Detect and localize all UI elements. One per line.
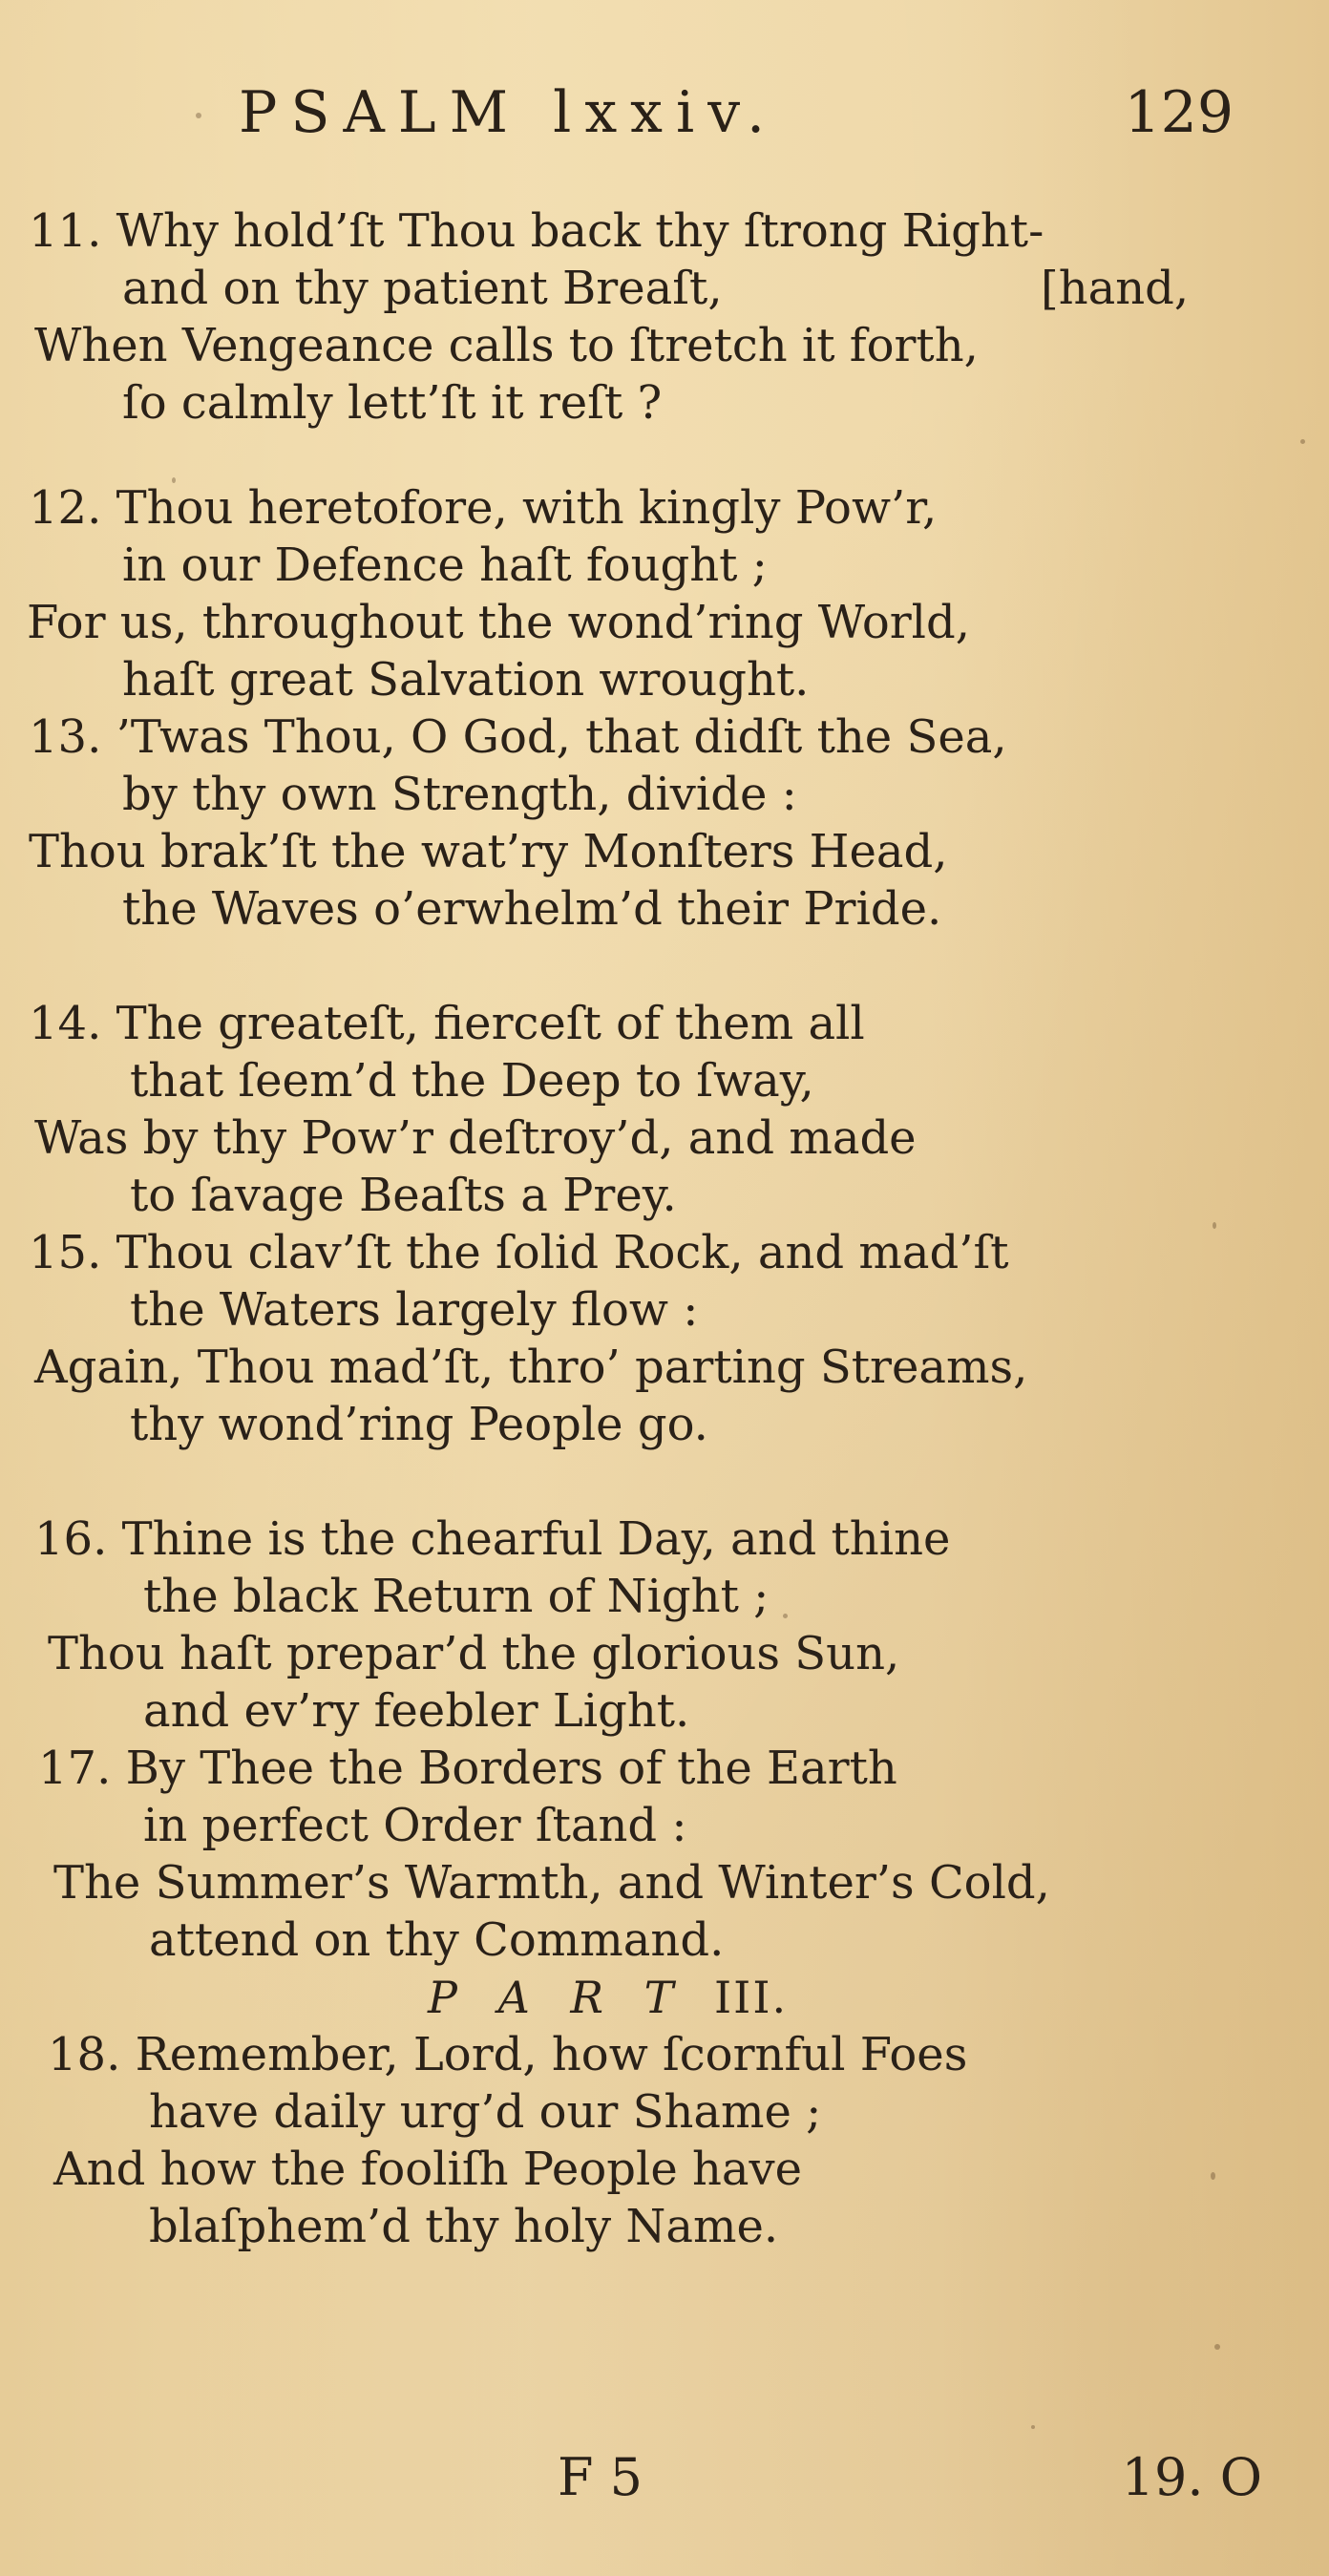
verse-18-line-2: have daily urg’d our Shame ; <box>149 2085 822 2139</box>
verse-text: Thou clav’ſt the ſolid Rock, and mad’ſt <box>116 1226 1009 1279</box>
verse-14-line-4: to ſavage Beaſts a Prey. <box>130 1169 677 1222</box>
verse-number: 16. <box>34 1512 108 1566</box>
verse-16-line-4: and ev’ry feebler Light. <box>143 1684 690 1738</box>
verse-11-line-3: When Vengeance calls to ſtretch it forth, <box>34 319 979 372</box>
page-footer <box>0 2444 1329 2521</box>
verse-text: ’Twas Thou, O God, that didſt the Sea, <box>116 710 1007 764</box>
verse-18-line-4: blaſphem’d thy holy Name. <box>149 2200 779 2253</box>
verse-15-line-1 <box>29 1224 1009 1281</box>
paper-speck <box>1213 1222 1216 1229</box>
verse-13-line-4: the Waves o’erwhelm’d their Pride. <box>122 882 942 936</box>
running-title: PSALM lxxiv. <box>239 79 779 146</box>
verse-14-line-1 <box>29 995 865 1052</box>
verse-11-line-4: ſo calmly lett’ſt it reſt ? <box>122 376 663 430</box>
verse-18-line-3: And how the fooliſh People have <box>53 2143 803 2196</box>
verse-17-line-2: in perfect Order ſtand : <box>143 1799 687 1852</box>
signature-mark: F 5 <box>558 2447 643 2507</box>
verse-number: 11. <box>29 204 102 258</box>
verse-17-line-1 <box>38 1740 897 1797</box>
verse-number: 14. <box>29 997 102 1050</box>
verse-11-turnover: [hand, <box>1041 262 1190 315</box>
part-heading-label: P A R T <box>428 1972 687 2023</box>
verse-16-line-1 <box>34 1510 950 1568</box>
paper-speck <box>783 1614 788 1618</box>
verse-14-line-2: that ſeem’d the Deep to ſway, <box>130 1054 814 1108</box>
verse-15-line-4: thy wond’ring People go. <box>130 1398 708 1451</box>
verse-number: 15. <box>29 1226 102 1279</box>
verse-13-line-3: Thou brak’ſt the wat’ry Monſters Head, <box>29 825 948 878</box>
paper-speck <box>196 113 201 118</box>
verse-text: The greateſt, fierceſt of them all <box>116 997 865 1050</box>
part-heading <box>428 1969 788 2026</box>
verse-15-line-2: the Waters largely flow : <box>130 1283 699 1337</box>
verse-13-line-1 <box>29 708 1007 766</box>
verse-12-line-1 <box>29 479 937 537</box>
verse-17-line-4: attend on thy Command. <box>149 1913 725 1967</box>
verse-17-line-3: The Summer’s Warmth, and Winter’s Cold, <box>53 1856 1050 1910</box>
verse-text: Remember, Lord, how ſcornful Foes <box>135 2028 968 2081</box>
verse-number: 18. <box>48 2028 121 2081</box>
verse-text: Thou heretofore, with kingly Pow’r, <box>116 481 938 535</box>
part-heading-number: III. <box>713 1972 789 2023</box>
verse-12-line-4: haſt great Salvation wrought. <box>122 653 810 707</box>
verse-16-line-3: Thou haſt prepar’d the glorious Sun, <box>48 1627 900 1680</box>
page-number: 129 <box>1124 79 1234 146</box>
paper-speck <box>1031 2425 1035 2429</box>
verse-11-line-1 <box>29 202 1044 260</box>
verse-number: 12. <box>29 481 102 535</box>
verse-text: Thine is the chearful Day, and thine <box>121 1512 951 1566</box>
verse-15-line-3: Again, Thou mad’ſt, thro’ parting Streams, <box>34 1341 1028 1394</box>
verse-13-line-2: by thy own Strength, divide : <box>122 768 797 821</box>
verse-11-line-2: and on thy patient Breaſt, <box>122 262 723 315</box>
verse-number: 13. <box>29 710 102 764</box>
verse-14-line-3: Was by thy Pow’r deſtroy’d, and made <box>34 1111 917 1165</box>
verse-12-line-2: in our Defence haſt fought ; <box>122 538 768 592</box>
paper-speck <box>1214 2344 1220 2350</box>
paper-speck <box>1300 439 1305 444</box>
verse-18-line-1 <box>48 2026 967 2083</box>
verse-text: Why hold’ſt Thou back thy ſtrong Right- <box>116 204 1044 258</box>
paper-speck <box>1211 2172 1215 2180</box>
verse-12-line-3: For us, throughout the wond’ring World, <box>27 596 971 649</box>
verse-text: By Thee the Borders of the Earth <box>125 1742 897 1795</box>
paper-speck <box>172 477 176 483</box>
catchword: 19. O <box>1121 2447 1262 2507</box>
verse-16-line-2: the black Return of Night ; <box>143 1570 770 1623</box>
verse-number: 17. <box>38 1742 112 1795</box>
